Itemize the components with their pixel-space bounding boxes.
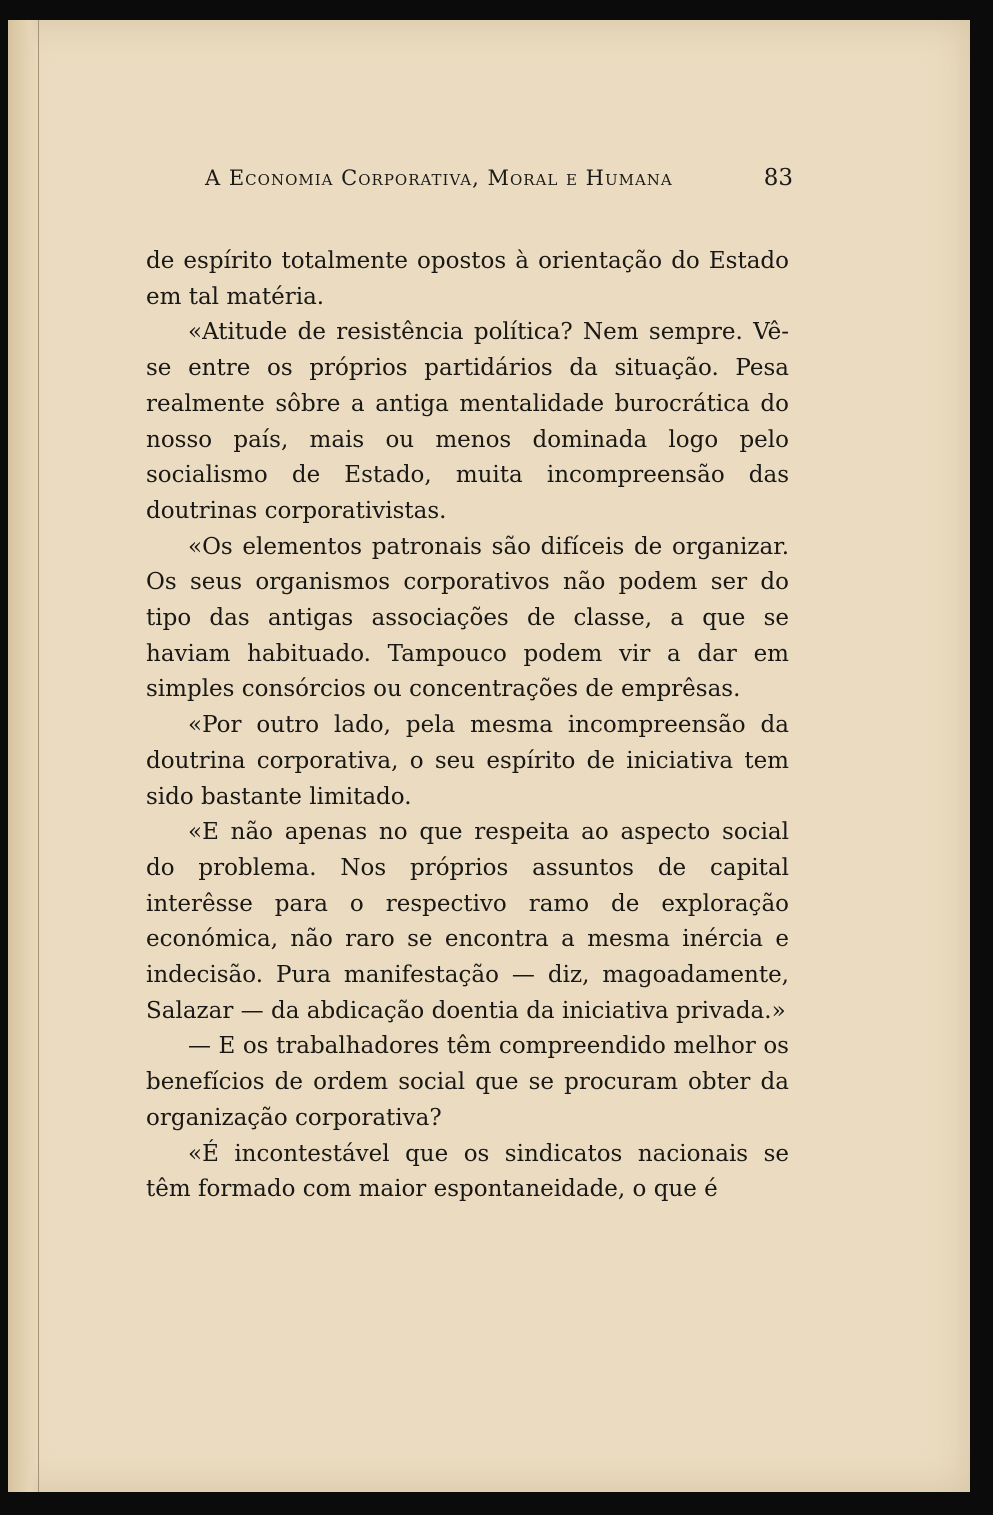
paragraph-continued: de espírito totalmente opostos à orientação do Estado em tal matéria.	[146, 248, 789, 310]
page-number: 83	[763, 165, 793, 191]
page-binding-edge	[8, 20, 39, 1492]
paragraph: — E os trabalhadores têm compreendido melhor os benefícios de ordem social que se procuram obter da organização corporativa?	[146, 1033, 789, 1131]
paragraph: «É incontestável que os sindicatos nacionais se têm formado com maior espontaneidade, o que é	[146, 1140, 789, 1203]
paragraph: «Os elementos patronais são difíceis de organizar. Os seus organismos corporativos não podem ser do tipo das antigas associações de classe, a que se haviam habituado. Tampouco podem vir a dar em simples consórcios ou concentrações de emprêsas.	[146, 533, 789, 703]
body-text	[146, 244, 789, 1208]
running-header-title: A Economia Corporativa, Moral e Humana	[205, 166, 673, 190]
paragraph: «Por outro lado, pela mesma incompreensão da doutrina corporativa, o seu espírito de iniciativa tem sido bastante limitado.	[146, 712, 789, 810]
paragraph: «Atitude de resistência política? Nem sempre. Vê-se entre os próprios partidários da situação. Pesa realmente sôbre a antiga mentalidade burocrática do nosso país, mais ou menos dominada logo pelo socialismo de Estado, muita incompreensão das doutrinas corporativistas.	[146, 319, 789, 524]
paragraph: «E não apenas no que respeita ao aspecto social do problema. Nos próprios assuntos de capital interêsse para o respectivo ramo de exploração económica, não raro se encontra a mesma inércia e indecisão. Pura manifestação — diz, magoadamente, Salazar — da abdicação doentia da iniciativa privada.»	[146, 819, 789, 1024]
running-header	[205, 165, 793, 191]
